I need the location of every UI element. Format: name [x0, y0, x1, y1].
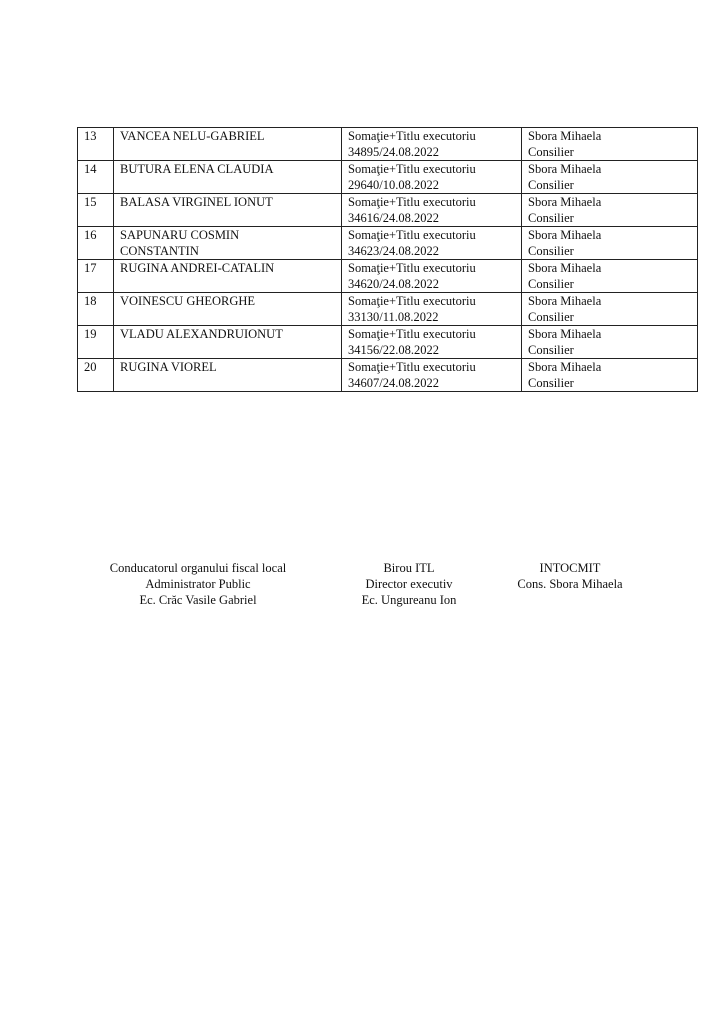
responsible-name: Sbora Mihaela — [528, 228, 602, 242]
taxpayer-name: RUGINA VIOREL — [120, 360, 217, 374]
signature-title: Conducatorul organului fiscal local — [109, 561, 287, 575]
row-number-cell — [78, 227, 114, 260]
responsible-cell — [522, 227, 698, 260]
taxpayer-name: RUGINA ANDREI-CATALIN — [120, 261, 275, 275]
signature-itl-office — [346, 560, 472, 608]
document-type: Somaţie+Titlu executoriu — [348, 261, 476, 275]
signature-person: Ec. Crăc Vasile Gabriel — [139, 593, 257, 607]
document-number: 34623/24.08.2022 — [348, 244, 439, 258]
row-number-cell — [78, 326, 114, 359]
table-row — [78, 128, 698, 161]
signature-section — [0, 560, 724, 620]
document-cell — [342, 194, 522, 227]
row-number: 19 — [84, 327, 97, 341]
taxpayer-name: BALASA VIRGINEL IONUT — [120, 195, 273, 209]
table-row — [78, 161, 698, 194]
responsible-name: Sbora Mihaela — [528, 195, 602, 209]
table-row — [78, 194, 698, 227]
table-row — [78, 227, 698, 260]
document-cell — [342, 359, 522, 392]
notices-table-body — [78, 128, 698, 392]
taxpayer-name-cell — [114, 359, 342, 392]
taxpayer-name-cell — [114, 293, 342, 326]
signature-role: Director executiv — [365, 577, 453, 591]
taxpayer-name: VLADU ALEXANDRUIONUT — [120, 327, 283, 341]
responsible-role: Consilier — [528, 178, 574, 192]
taxpayer-name: SAPUNARU COSMIN — [120, 228, 240, 242]
taxpayer-name: BUTURA ELENA CLAUDIA — [120, 162, 274, 176]
document-type: Somaţie+Titlu executoriu — [348, 162, 476, 176]
signature-prepared-by — [500, 560, 640, 592]
document-number: 29640/10.08.2022 — [348, 178, 439, 192]
document-type: Somaţie+Titlu executoriu — [348, 228, 476, 242]
row-number-cell — [78, 128, 114, 161]
row-number-cell — [78, 359, 114, 392]
row-number: 13 — [84, 129, 97, 143]
responsible-name: Sbora Mihaela — [528, 294, 602, 308]
document-type: Somaţie+Titlu executoriu — [348, 129, 476, 143]
row-number-cell — [78, 161, 114, 194]
responsible-role: Consilier — [528, 145, 574, 159]
responsible-cell — [522, 359, 698, 392]
row-number-cell — [78, 260, 114, 293]
taxpayer-name-cell — [114, 227, 342, 260]
row-number: 17 — [84, 261, 97, 275]
document-number: 34156/22.08.2022 — [348, 343, 439, 357]
document-type: Somaţie+Titlu executoriu — [348, 294, 476, 308]
table-row — [78, 293, 698, 326]
responsible-name: Sbora Mihaela — [528, 162, 602, 176]
taxpayer-name: VANCEA NELU-GABRIEL — [120, 129, 265, 143]
document-number: 33130/11.08.2022 — [348, 310, 439, 324]
responsible-role: Consilier — [528, 211, 574, 225]
signature-role: Administrator Public — [145, 577, 251, 591]
responsible-cell — [522, 260, 698, 293]
document-cell — [342, 326, 522, 359]
taxpayer-name-cell — [114, 128, 342, 161]
taxpayer-name-cell — [114, 194, 342, 227]
document-cell — [342, 128, 522, 161]
document-cell — [342, 293, 522, 326]
responsible-cell — [522, 293, 698, 326]
taxpayer-name-cell — [114, 326, 342, 359]
responsible-cell — [522, 326, 698, 359]
document-cell — [342, 161, 522, 194]
responsible-cell — [522, 194, 698, 227]
responsible-cell — [522, 128, 698, 161]
notices-table — [77, 127, 698, 392]
document-number: 34895/24.08.2022 — [348, 145, 439, 159]
responsible-role: Consilier — [528, 277, 574, 291]
table-row — [78, 359, 698, 392]
responsible-role: Consilier — [528, 244, 574, 258]
responsible-role: Consilier — [528, 376, 574, 390]
document-type: Somaţie+Titlu executoriu — [348, 360, 476, 374]
taxpayer-name-cell — [114, 161, 342, 194]
document-type: Somaţie+Titlu executoriu — [348, 327, 476, 341]
signature-title: Birou ITL — [383, 561, 435, 575]
document-cell — [342, 260, 522, 293]
signature-fiscal-head — [93, 560, 303, 608]
row-number: 16 — [84, 228, 97, 242]
responsible-name: Sbora Mihaela — [528, 327, 602, 341]
signature-person: Ec. Ungureanu Ion — [361, 593, 457, 607]
table-row — [78, 260, 698, 293]
document-number: 34616/24.08.2022 — [348, 211, 439, 225]
row-number: 15 — [84, 195, 97, 209]
row-number: 18 — [84, 294, 97, 308]
responsible-name: Sbora Mihaela — [528, 360, 602, 374]
taxpayer-name: VOINESCU GHEORGHE — [120, 294, 256, 308]
responsible-name: Sbora Mihaela — [528, 261, 602, 275]
row-number: 20 — [84, 360, 97, 374]
table-row — [78, 326, 698, 359]
signature-title: INTOCMIT — [539, 561, 601, 575]
signature-person: Cons. Sbora Mihaela — [517, 577, 623, 591]
responsible-cell — [522, 161, 698, 194]
row-number: 14 — [84, 162, 97, 176]
responsible-role: Consilier — [528, 343, 574, 357]
taxpayer-name-cell — [114, 260, 342, 293]
document-cell — [342, 227, 522, 260]
taxpayer-name-continued: CONSTANTIN — [120, 244, 199, 258]
row-number-cell — [78, 194, 114, 227]
document-number: 34620/24.08.2022 — [348, 277, 439, 291]
responsible-role: Consilier — [528, 310, 574, 324]
responsible-name: Sbora Mihaela — [528, 129, 602, 143]
document-number: 34607/24.08.2022 — [348, 376, 439, 390]
document-type: Somaţie+Titlu executoriu — [348, 195, 476, 209]
row-number-cell — [78, 293, 114, 326]
